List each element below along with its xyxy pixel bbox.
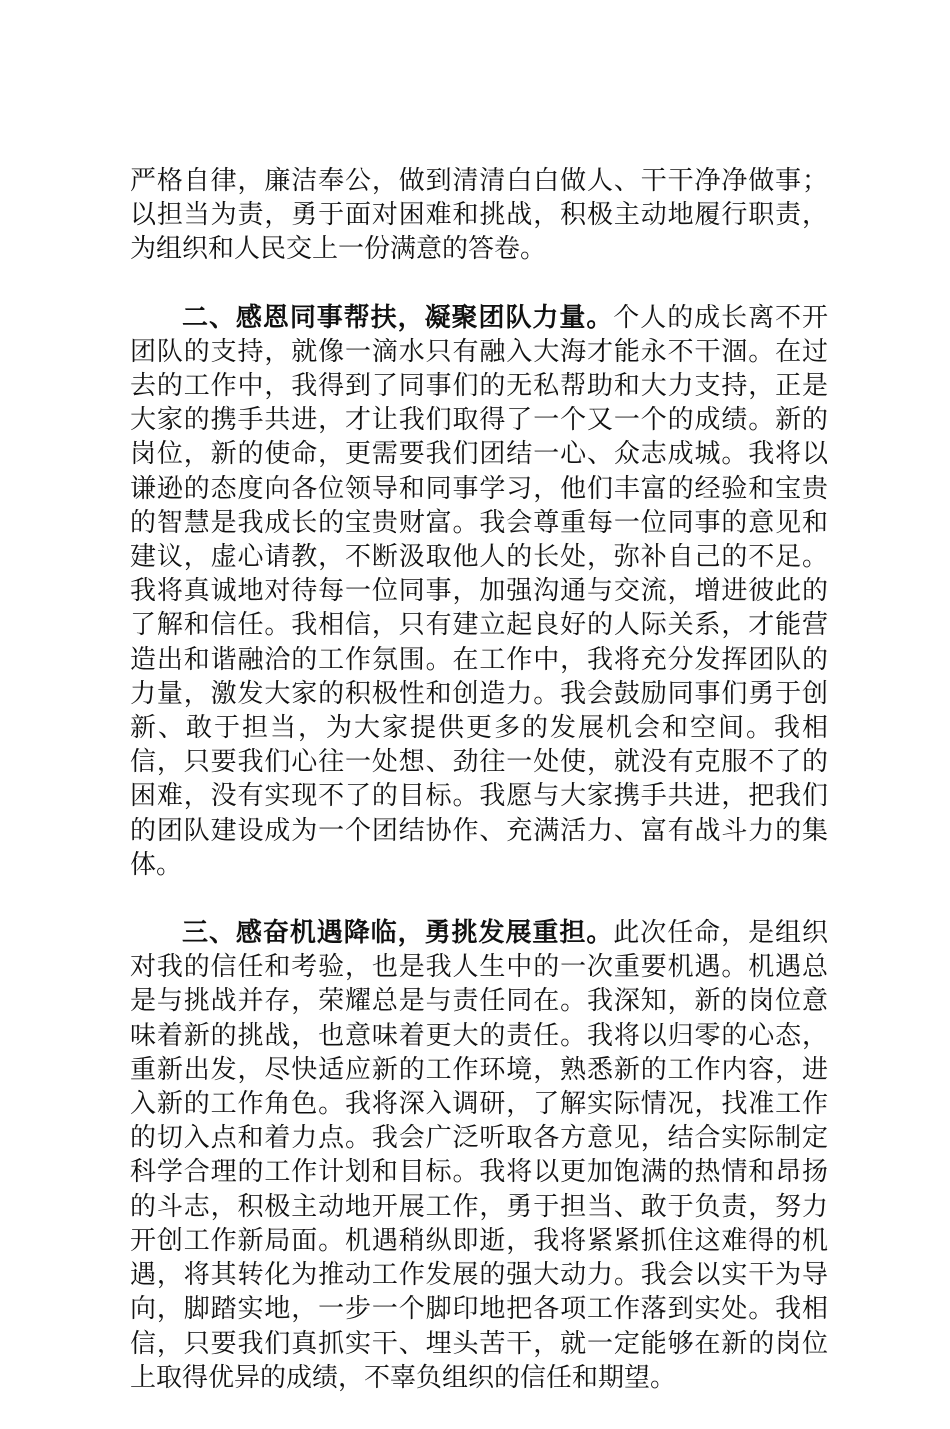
paragraph-section-two: [130, 301, 828, 882]
paragraph-section-three: [130, 916, 828, 1395]
section-heading: 二、感恩同事帮扶，凝聚团队力量。: [182, 302, 614, 333]
paragraph-continuation: [130, 164, 828, 267]
paragraph-body: 此次任命，是组织对我的信任和考验，也是我人生中的一次重要机遇。机遇总是与挑战并存，荣耀总是与责任同在。我深知，新的岗位意味着新的挑战，也意味着更大的责任。我将以归零的心态，重新出发，尽快适应新的工作环境，熟悉新的工作内容，进入新的工作角色。我将深入调研，了解实际情况，找准工作的切入点和着力点。我会广泛听取各方意见，结合实际制定科学合理的工作计划和目标。我将以更加饱满的热情和昂扬的斗志，积极主动地开展工作，勇于担当、敢于负责，努力开创工作新局面。机遇稍纵即逝，我将紧紧抓住这难得的机遇，将其转化为推动工作发展的强大动力。我会以实干为导向，脚踏实地，一步一个脚印地把各项工作落到实处。我相信，只要我们真抓实干、埋头苦干，就一定能够在新的岗位上取得优异的成绩，不辜负组织的信任和期望。: [130, 918, 828, 1393]
paragraph-body: 严格自律，廉洁奉公，做到清清白白做人、干干净净做事；以担当为责，勇于面对困难和挑战，积极主动地履行职责，为组织和人民交上一份满意的答卷。: [130, 166, 828, 265]
paragraph-body: 个人的成长离不开团队的支持，就像一滴水只有融入大海才能永不干涸。在过去的工作中，我得到了同事们的无私帮助和大力支持，正是大家的携手共进，才让我们取得了一个又一个的成绩。新的岗位，新的使命，更需要我们团结一心、众志成城。我将以谦逊的态度向各位领导和同事学习，他们丰富的经验和宝贵的智慧是我成长的宝贵财富。我会尊重每一位同事的意见和建议，虚心请教，不断汲取他人的长处，弥补自己的不足。我将真诚地对待每一位同事，加强沟通与交流，增进彼此的了解和信任。我相信，只有建立起良好的人际关系，才能营造出和谐融洽的工作氛围。在工作中，我将充分发挥团队的力量，激发大家的积极性和创造力。我会鼓励同事们勇于创新、敢于担当，为大家提供更多的发展机会和空间。我相信，只要我们心往一处想、劲往一处使，就没有克服不了的困难，没有实现不了的目标。我愿与大家携手共进，把我们的团队建设成为一个团结协作、充满活力、富有战斗力的集体。: [130, 302, 828, 880]
document-body: [130, 164, 828, 1429]
section-heading: 三、感奋机遇降临，勇挑发展重担。: [182, 918, 614, 949]
